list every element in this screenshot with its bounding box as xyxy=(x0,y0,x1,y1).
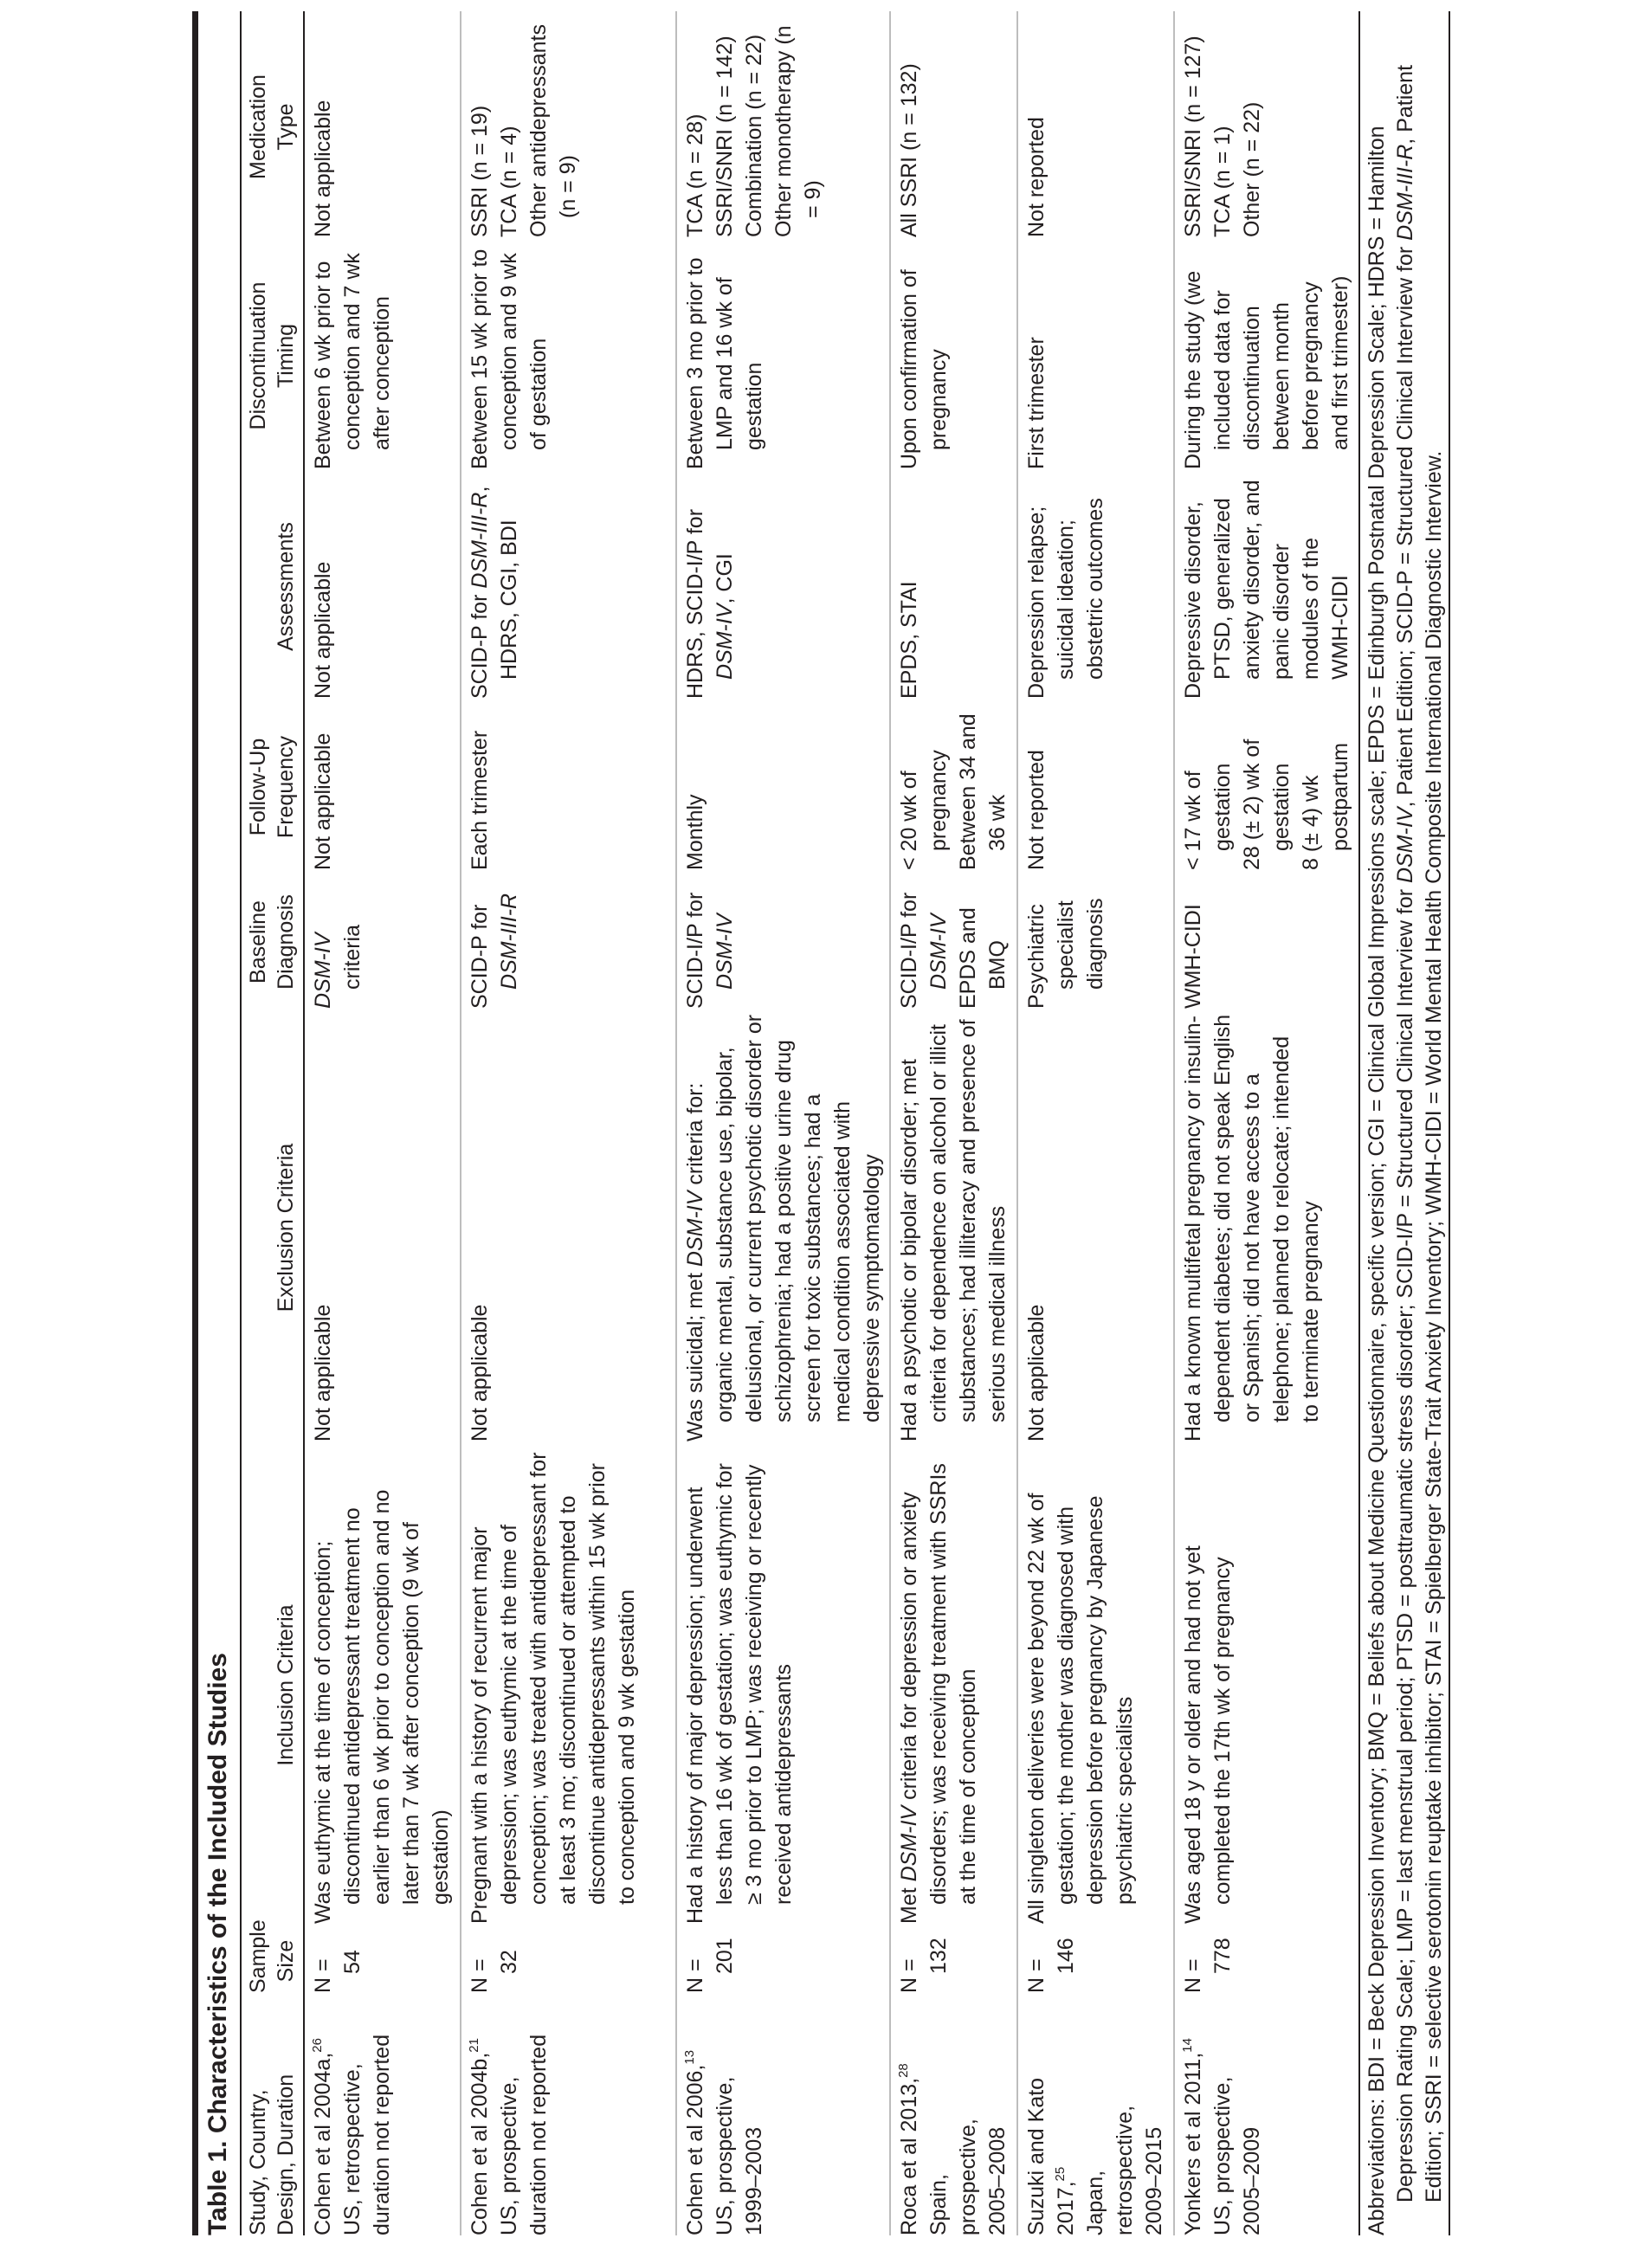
italic-term: DSM-III-R xyxy=(497,893,521,990)
cell-line xyxy=(894,242,953,469)
text-segment: Roca et al 2013, xyxy=(897,2077,921,2235)
text-segment: EPDS, STAI xyxy=(897,581,921,699)
reference-superscript: 21 xyxy=(467,2038,481,2053)
text-segment: Had a psychotic or bipolar disorder; met criteria for dependence on alcohol or illicit substances; had illiteracy and presence of serious medical illness xyxy=(897,1019,1010,1442)
cell-line xyxy=(494,1998,524,2235)
cell-line xyxy=(681,474,739,699)
italic-term: DSM-IV xyxy=(683,1190,707,1267)
text-segment: < 20 wk of pregnancy xyxy=(897,750,951,870)
reference-superscript: 13 xyxy=(682,2049,697,2065)
text-segment: Not applicable xyxy=(311,732,335,870)
text-segment: HDRS, SCID-I/P for xyxy=(683,508,707,699)
italic-term: DSM-III-R xyxy=(1393,144,1417,241)
column-header-discontinuation-timing xyxy=(241,237,304,469)
cell-line xyxy=(1022,242,1051,469)
cell-line xyxy=(681,704,710,870)
cell-assessments xyxy=(676,469,890,699)
cell-inclusion-criteria xyxy=(676,1442,890,1924)
text-segment: SCID-I/P for xyxy=(897,892,921,1009)
cell-line xyxy=(1022,704,1051,870)
text-segment: Not applicable xyxy=(311,1304,335,1442)
cell-line xyxy=(894,1447,983,1924)
cell-sample-size xyxy=(676,1924,890,1993)
column-header-follow-up-frequency xyxy=(241,699,304,870)
cell-line xyxy=(894,1929,953,1993)
text-segment: retrospective, xyxy=(1113,2105,1137,2235)
cell-exclusion-criteria xyxy=(304,1009,461,1442)
cell-study xyxy=(461,1993,676,2235)
cell-line xyxy=(1051,1998,1081,2235)
cell-line xyxy=(1022,474,1110,699)
cell-sample-size xyxy=(1174,1924,1359,1993)
cell-discontinuation-timing xyxy=(461,237,676,469)
cell-line xyxy=(1178,1929,1237,1993)
column-header-study xyxy=(241,1993,304,2235)
text-segment: Monthly xyxy=(683,794,707,870)
cell-line xyxy=(1208,16,1237,237)
cell-line xyxy=(1178,875,1208,1009)
column-header-sample-size xyxy=(241,1919,304,1993)
header-line: Size xyxy=(274,1939,298,1983)
cell-line xyxy=(894,474,924,699)
header-line: Baseline xyxy=(246,900,270,984)
cell-assessments xyxy=(1174,469,1359,699)
column-header-medication-type xyxy=(241,11,304,237)
header-line: Assessments xyxy=(274,522,298,651)
cell-line xyxy=(924,1998,953,2235)
text-segment: Was aged 18 y or older and had not yet completed the 17th wk of pregnancy xyxy=(1181,1545,1235,1924)
cell-line xyxy=(524,1998,553,2235)
text-segment: , Patient Edition; SCID-P = Structured Clinical Interview for xyxy=(1393,240,1417,808)
cell-line xyxy=(494,16,524,237)
reference-superscript: 26 xyxy=(310,2038,325,2053)
cell-line xyxy=(308,474,338,699)
text-segment: Depressive disorder, PTSD, generalized anxiety disorder, and panic disorder modules of the WMH-CIDI xyxy=(1181,480,1352,699)
text-segment: Was suicidal; met xyxy=(683,1267,707,1442)
cell-study xyxy=(304,1993,461,2235)
cell-discontinuation-timing xyxy=(304,237,461,469)
text-segment: criteria xyxy=(340,924,365,990)
text-segment: , HDRS, CGI, BDI xyxy=(468,486,521,680)
column-header-baseline-diagnosis xyxy=(241,870,304,1009)
text-segment: Between 6 wk prior to conception and 7 wk after conception xyxy=(311,253,394,469)
cell-inclusion-criteria xyxy=(1174,1442,1359,1924)
cell-line xyxy=(1178,242,1355,469)
text-segment: 2009–2015 xyxy=(1142,2126,1166,2235)
cell-line xyxy=(710,16,739,237)
cell-line xyxy=(465,1014,494,1442)
text-segment: US, prospective, xyxy=(1210,2076,1235,2235)
cell-discontinuation-timing xyxy=(1017,237,1174,469)
text-segment: Yonkers et al 2011, xyxy=(1181,2052,1205,2235)
cell-line xyxy=(894,16,924,237)
cell-study xyxy=(1174,1993,1359,2235)
text-segment: Other (n = 22) xyxy=(1240,101,1264,237)
cell-line xyxy=(710,1998,739,2235)
cell-exclusion-criteria xyxy=(461,1009,676,1442)
cell-line xyxy=(1237,704,1296,870)
cell-assessments xyxy=(461,469,676,699)
text-segment: N = 132 xyxy=(897,1938,951,1993)
cell-baseline-diagnosis xyxy=(676,870,890,1009)
header-line: Sample xyxy=(246,1919,270,1993)
cell-line xyxy=(983,1998,1012,2235)
text-segment: 2017, xyxy=(1054,2181,1078,2235)
cell-line xyxy=(465,16,494,237)
text-segment: SSRI/SNRI (n = 127) xyxy=(1181,35,1205,237)
cell-inclusion-criteria xyxy=(1017,1442,1174,1924)
cell-medication-type xyxy=(1174,11,1359,237)
header-line: Frequency xyxy=(274,735,298,839)
cell-line xyxy=(681,1447,798,1924)
text-segment: Met xyxy=(897,1881,921,1924)
text-segment: Other antidepressants (n = 9) xyxy=(526,24,580,237)
cell-baseline-diagnosis xyxy=(1174,870,1359,1009)
italic-term: DSM-IV xyxy=(1393,807,1417,883)
table-row xyxy=(890,11,1017,2235)
text-segment: Not applicable xyxy=(1024,1304,1049,1442)
cell-line xyxy=(1139,1998,1169,2235)
cell-line xyxy=(308,704,338,870)
studies-table xyxy=(240,11,1360,2235)
cell-line xyxy=(894,875,953,1009)
cell-line xyxy=(465,1929,524,1993)
cell-assessments xyxy=(304,469,461,699)
header-line: Discontinuation xyxy=(246,281,270,430)
cell-line xyxy=(1296,704,1355,870)
cell-line xyxy=(1178,1998,1208,2235)
cell-line xyxy=(308,1447,455,1924)
text-segment: SCID-P for xyxy=(468,588,492,699)
cell-sample-size xyxy=(890,1924,1017,1993)
cell-inclusion-criteria xyxy=(461,1442,676,1924)
text-segment: N = 201 xyxy=(683,1938,737,1993)
cell-line xyxy=(953,875,1012,1009)
cell-line xyxy=(681,1014,887,1442)
text-segment: duration not reported xyxy=(370,2034,394,2235)
cell-line xyxy=(1081,1998,1110,2235)
cell-line xyxy=(524,16,583,237)
cell-line xyxy=(681,1998,710,2235)
text-segment: Abbreviations: BDI = Beck Depression Inventory; BMQ = Beliefs about Medicine Questionnaire, specific version; CGI = Clinical Global Impressions scale; EPDS = Edinburgh Postnatal Depression Scale; HDRS = Hamilton Depression Rating Scale; LMP = last menstrual period; PTSD = posttraumatic stress disorder; SCID-I/P = Structured Clinical Interview for xyxy=(1365,126,1417,2235)
italic-term: DSM-IV xyxy=(713,913,737,990)
header-row xyxy=(241,11,304,2235)
text-segment: SCID-I/P for xyxy=(683,892,707,1009)
cell-line xyxy=(1178,474,1355,699)
cell-line xyxy=(465,1447,642,1924)
header-line: Type xyxy=(274,103,298,151)
text-segment: Psychiatric specialist diagnosis xyxy=(1024,898,1107,1009)
header-line: Study, Country, xyxy=(246,2089,270,2235)
text-segment: Cohen et al 2006, xyxy=(683,2064,707,2235)
cell-line xyxy=(1022,1929,1081,1993)
text-segment: Cohen et al 2004a, xyxy=(311,2052,335,2235)
cell-medication-type xyxy=(304,11,461,237)
cell-study xyxy=(1017,1993,1174,2235)
cell-baseline-diagnosis xyxy=(1017,870,1174,1009)
italic-term: DSM-IV xyxy=(926,913,951,990)
cell-discontinuation-timing xyxy=(890,237,1017,469)
text-segment: SSRI/SNRI (n = 142) xyxy=(713,35,737,237)
cell-line xyxy=(465,875,524,1009)
text-segment: During the study (we included data for discontinuation between month before pregnancy and first trimester) xyxy=(1181,270,1352,469)
cell-line xyxy=(465,474,524,699)
reference-superscript: 25 xyxy=(1053,2166,1068,2182)
cell-follow-up-frequency xyxy=(676,699,890,870)
text-segment: criteria for depression or anxiety disorders; was receiving treatment with SSRIs at the time of conception xyxy=(897,1463,980,1905)
cell-line xyxy=(1022,1998,1051,2235)
cell-medication-type xyxy=(676,11,890,237)
text-segment: US, prospective, xyxy=(713,2076,737,2235)
text-segment: Between 3 mo prior to LMP and 16 wk of gestation xyxy=(683,257,766,469)
cell-line xyxy=(1178,704,1237,870)
header-line: Diagnosis xyxy=(274,894,298,990)
cell-follow-up-frequency xyxy=(461,699,676,870)
italic-term: DSM-IV xyxy=(897,1805,921,1882)
text-segment: prospective, xyxy=(956,2119,980,2235)
cell-follow-up-frequency xyxy=(1174,699,1359,870)
cell-line xyxy=(739,1998,769,2235)
table-row xyxy=(1174,11,1359,2235)
cell-line xyxy=(953,1998,983,2235)
cell-line xyxy=(953,704,1012,870)
cell-assessments xyxy=(1017,469,1174,699)
text-segment: N = 54 xyxy=(311,1950,365,1993)
text-segment: Not applicable xyxy=(311,561,335,699)
text-segment: Had a known multifetal pregnancy or insulin-dependent diabetes; did not speak English or Spanish; did not have access to a telephone; planned to relocate; intended to terminate pregnancy xyxy=(1181,1014,1323,1442)
text-segment: , Patient Edition; SSRI = selective serotonin reuptake inhibitor; STAI = Spielberger State-Trait Anxiety Inventory; WMH-CIDI = World Mental Health Composite International Diagnostic Interview. xyxy=(1393,64,1446,2203)
header-line: Exclusion Criteria xyxy=(274,1143,298,1313)
text-segment: N = 146 xyxy=(1024,1938,1078,1993)
text-segment: < 17 wk of gestation xyxy=(1181,763,1235,870)
cell-sample-size xyxy=(304,1924,461,1993)
text-segment: Each trimester xyxy=(468,730,492,870)
cell-follow-up-frequency xyxy=(890,699,1017,870)
cell-line xyxy=(1022,1014,1051,1442)
cell-line xyxy=(681,242,769,469)
text-segment: TCA (n = 1) xyxy=(1210,126,1235,237)
cell-medication-type xyxy=(461,11,676,237)
text-segment: SCID-P for xyxy=(468,904,492,1009)
table-row xyxy=(676,11,890,2235)
text-segment: All singleton deliveries were beyond 22 wk of gestation; the mother was diagnosed with depression before pregnancy by Japanese psychiatric specialists xyxy=(1024,1493,1137,1924)
text-segment: 8 (± 4) wk postpartum xyxy=(1299,742,1352,870)
cell-sample-size xyxy=(461,1924,676,1993)
text-segment: Not reported xyxy=(1024,117,1049,237)
cell-sample-size xyxy=(1017,1924,1174,1993)
text-segment: First trimester xyxy=(1024,337,1049,469)
text-segment: Spain, xyxy=(926,2174,951,2235)
top-rule xyxy=(192,11,198,2235)
text-segment: 1999–2003 xyxy=(742,2126,766,2235)
text-segment: , CGI xyxy=(713,553,737,604)
text-segment: 2005–2008 xyxy=(985,2126,1010,2235)
cell-exclusion-criteria xyxy=(1174,1009,1359,1442)
cell-line xyxy=(1237,16,1267,237)
rotated-table-page xyxy=(192,11,1452,2235)
italic-term: DSM-III-R xyxy=(468,492,492,589)
cell-line xyxy=(681,16,710,237)
cell-line xyxy=(1178,1447,1237,1924)
cell-line xyxy=(465,704,494,870)
text-segment: EPDS and BMQ xyxy=(956,907,1010,1009)
cell-baseline-diagnosis xyxy=(461,870,676,1009)
text-segment: SSRI (n = 19) xyxy=(468,105,492,237)
cell-line xyxy=(1178,1014,1326,1442)
cell-medication-type xyxy=(890,11,1017,237)
cell-line xyxy=(308,242,397,469)
cell-line xyxy=(1110,1998,1139,2235)
text-segment: US, retrospective, xyxy=(340,2063,365,2235)
cell-line xyxy=(308,1998,338,2235)
cell-study xyxy=(890,1993,1017,2235)
header-line: Inclusion Criteria xyxy=(274,1604,298,1766)
cell-line xyxy=(465,1998,494,2235)
text-segment: Not reported xyxy=(1024,750,1049,870)
text-segment: N = 778 xyxy=(1181,1938,1235,1993)
cell-follow-up-frequency xyxy=(1017,699,1174,870)
table-row xyxy=(461,11,676,2235)
italic-term: DSM-IV xyxy=(311,932,335,1009)
abbreviations-footnote xyxy=(1361,11,1450,2235)
text-segment: Suzuki and Kato xyxy=(1024,2077,1049,2235)
text-segment: Between 15 wk prior to conception and 9 wk of gestation xyxy=(468,248,551,469)
cell-line xyxy=(308,16,338,237)
text-segment: criteria for: organic mental, substance use, bipolar, delusional, or current psychotic disorder or schizophrenia; had a positive urine drug screen for toxic substances; had a medical condition associated with depressive symptomatology xyxy=(683,1014,884,1422)
text-segment: Had a history of major depression; underwent less than 16 wk of gestation; was euthymic for ≥ 3 mo prior to LMP; was receiving or recently received antidepressants xyxy=(683,1463,796,1924)
cell-baseline-diagnosis xyxy=(304,870,461,1009)
cell-line xyxy=(1208,1998,1237,2235)
column-header-inclusion-criteria xyxy=(241,1442,304,1924)
cell-line xyxy=(338,1998,367,2235)
table-title: Table 1. Characteristics of the Included Studies xyxy=(203,1653,232,2235)
cell-assessments xyxy=(890,469,1017,699)
text-segment: 2005–2009 xyxy=(1240,2126,1264,2235)
cell-line xyxy=(894,704,953,870)
text-segment: duration not reported xyxy=(526,2034,551,2235)
text-segment: TCA (n = 28) xyxy=(683,113,707,237)
column-header-assessments xyxy=(241,469,304,699)
text-segment: Not applicable xyxy=(468,1304,492,1442)
header-line: Follow-Up xyxy=(246,738,270,836)
table-row xyxy=(1017,11,1174,2235)
text-segment: N = 32 xyxy=(468,1950,521,1993)
reference-superscript: 28 xyxy=(896,2063,911,2078)
cell-line xyxy=(894,1998,924,2235)
cell-line xyxy=(308,1929,367,1993)
reference-superscript: 14 xyxy=(1180,2038,1195,2053)
cell-line xyxy=(1022,1447,1139,1924)
text-segment: 28 (± 2) wk of gestation xyxy=(1240,739,1294,870)
cell-inclusion-criteria xyxy=(304,1442,461,1924)
cell-medication-type xyxy=(1017,11,1174,237)
text-segment: US, prospective, xyxy=(497,2076,521,2235)
cell-follow-up-frequency xyxy=(304,699,461,870)
text-segment: Other monotherapy (n = 9) xyxy=(771,25,825,237)
cell-line xyxy=(1022,875,1110,1009)
text-segment: Pregnant with a history of recurrent major depression; was euthymic at the time of conception; was treated with antidepressant for at least 3 mo; discontinued or attempted to discontinue antidepressants within 15 wk prior to conception and 9 wk gestation xyxy=(468,1452,639,1924)
cell-line xyxy=(465,242,553,469)
text-segment: Combination (n = 22) xyxy=(742,34,766,237)
text-segment: Was euthymic at the time of conception; discontinued antidepressant treatment no earlier than 6 wk prior to conception and no later than 7 wk after conception (9 wk of gestation) xyxy=(311,1489,453,1924)
cell-line xyxy=(1022,16,1051,237)
cell-discontinuation-timing xyxy=(676,237,890,469)
cell-exclusion-criteria xyxy=(676,1009,890,1442)
cell-line xyxy=(367,1998,397,2235)
cell-line xyxy=(1237,1998,1267,2235)
cell-baseline-diagnosis xyxy=(890,870,1017,1009)
text-segment: Japan, xyxy=(1083,2170,1107,2235)
cell-line xyxy=(739,16,769,237)
header-line: Medication xyxy=(246,74,270,179)
text-segment: WMH-CIDI xyxy=(1181,904,1205,1009)
cell-exclusion-criteria xyxy=(1017,1009,1174,1442)
header-line: Design, Duration xyxy=(274,2074,298,2235)
header-line: Timing xyxy=(274,323,298,389)
cell-line xyxy=(681,875,739,1009)
italic-term: DSM-IV xyxy=(713,603,737,680)
cell-line xyxy=(1178,16,1208,237)
text-segment: Upon confirmation of pregnancy xyxy=(897,269,951,469)
cell-line xyxy=(681,1929,739,1993)
text-segment: Depression relapse; suicidal ideation; obstetric outcomes xyxy=(1024,498,1107,699)
text-segment: All SSRI (n = 132) xyxy=(897,63,921,237)
cell-line xyxy=(308,1014,338,1442)
cell-line xyxy=(308,875,367,1009)
text-segment: Between 34 and 36 wk xyxy=(956,713,1010,870)
cell-exclusion-criteria xyxy=(890,1009,1017,1442)
text-segment: TCA (n = 4) xyxy=(497,126,521,237)
cell-discontinuation-timing xyxy=(1174,237,1359,469)
cell-line xyxy=(894,1014,1012,1442)
text-segment: Cohen et al 2004b, xyxy=(468,2052,492,2235)
cell-inclusion-criteria xyxy=(890,1442,1017,1924)
cell-line xyxy=(769,16,828,237)
table-row xyxy=(304,11,461,2235)
text-segment: Not applicable xyxy=(311,100,335,237)
column-header-exclusion-criteria xyxy=(241,1009,304,1442)
cell-study xyxy=(676,1993,890,2235)
